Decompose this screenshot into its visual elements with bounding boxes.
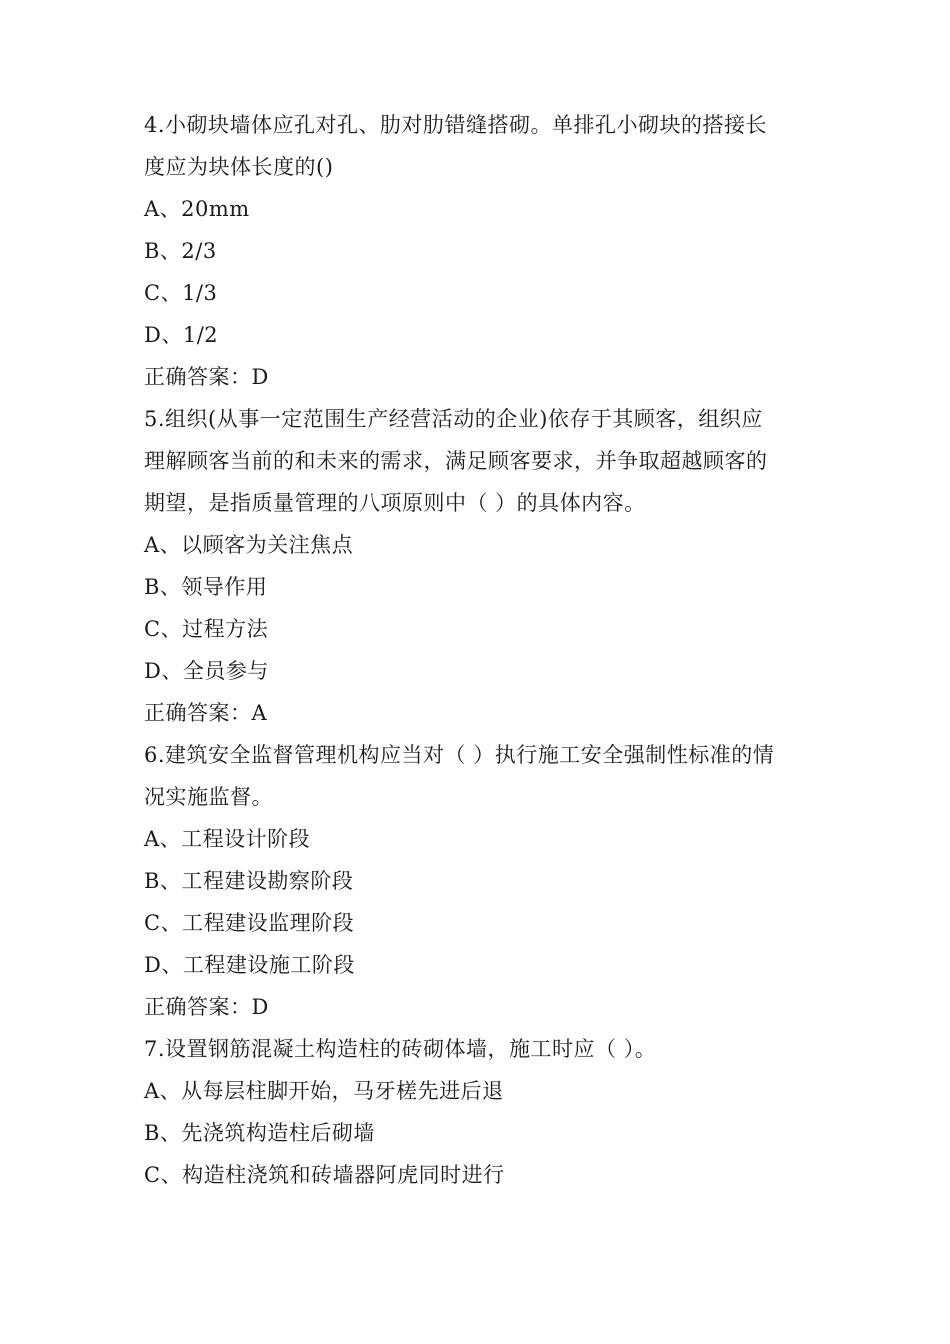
correct-answer: 正确答案：A: [144, 701, 268, 725]
question-stem-line: 5.组织(从事一定范围生产经营活动的企业)依存于其顾客，组织应: [144, 407, 763, 431]
question-stem-line: 理解顾客当前的和未来的需求，满足顾客要求，并争取超越顾客的: [144, 449, 768, 473]
option-b: B、领导作用: [144, 575, 268, 599]
question-stem-line: 期望，是指质量管理的八项原则中（ ）的具体内容。: [144, 491, 646, 515]
option-d: D、全员参与: [144, 659, 269, 683]
option-c: C、工程建设监理阶段: [144, 911, 355, 935]
question-4: [144, 104, 814, 398]
option-a: A、工程设计阶段: [144, 827, 311, 851]
question-6: [144, 734, 814, 1028]
question-stem-line: 7.设置钢筋混凝土构造柱的砖砌体墙，施工时应（ ）。: [144, 1037, 657, 1061]
option-a: A、以顾客为关注焦点: [144, 533, 354, 557]
option-d: D、工程建设施工阶段: [144, 953, 355, 977]
option-b: B、工程建设勘察阶段: [144, 869, 354, 893]
option-b: B、2/3: [144, 239, 217, 263]
correct-answer: 正确答案：D: [144, 365, 269, 389]
option-c: C、1/3: [144, 281, 218, 305]
question-stem-line: 6.建筑安全监督管理机构应当对（ ）执行施工安全强制性标准的情: [144, 743, 775, 767]
option-d: D、1/2: [144, 323, 219, 347]
correct-answer: 正确答案：D: [144, 995, 269, 1019]
option-c: C、过程方法: [144, 617, 269, 641]
option-a: A、20mm: [144, 197, 250, 221]
document-page: [144, 104, 814, 1196]
question-stem-line: 度应为块体长度的(): [144, 155, 334, 179]
option-c: C、构造柱浇筑和砖墙器阿虎同时进行: [144, 1163, 505, 1187]
question-5: [144, 398, 814, 734]
question-stem-line: 4.小砌块墙体应孔对孔、肋对肋错缝搭砌。单排孔小砌块的搭接长: [144, 113, 768, 137]
question-7: [144, 1028, 814, 1196]
option-b: B、先浇筑构造柱后砌墙: [144, 1121, 375, 1145]
question-stem-line: 况实施监督。: [144, 785, 273, 809]
option-a: A、从每层柱脚开始，马牙槎先进后退: [144, 1079, 504, 1103]
